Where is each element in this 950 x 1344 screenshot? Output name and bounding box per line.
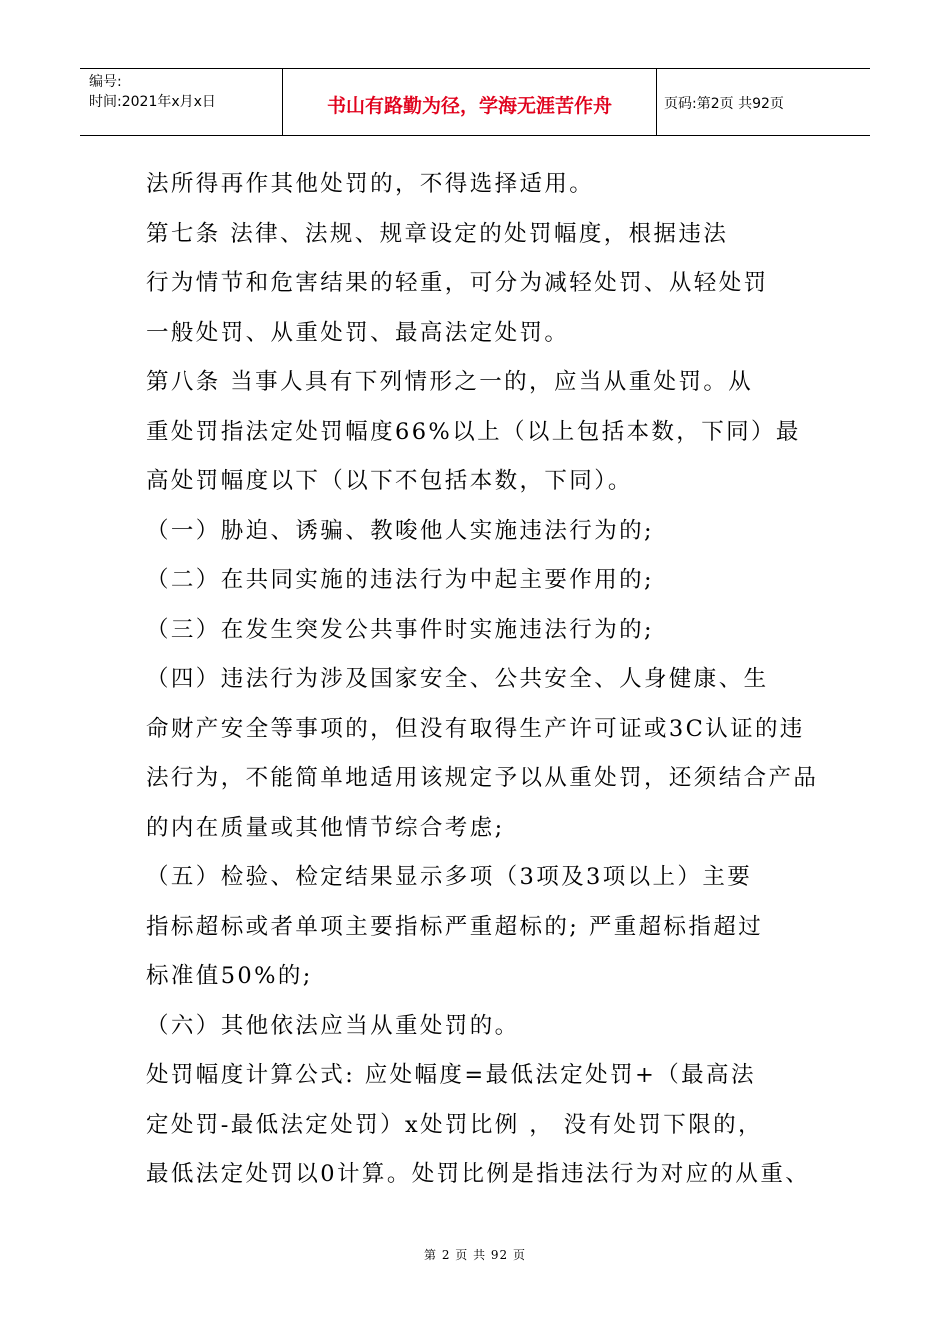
header-page-info: 页码:第2页 共92页 — [664, 96, 784, 112]
body-line: 法行为，不能简单地适用该规定予以从重处罚，还须结合产品 — [146, 765, 819, 791]
list-item: （六）其他依法应当从重处罚的。 — [146, 1012, 520, 1039]
list-item: （三）在发生突发公共事件时实施违法行为的; — [146, 616, 654, 643]
body-line: 第七条 法律、法规、规章设定的处罚幅度，根据违法 — [146, 220, 729, 247]
body-line: 处罚幅度计算公式: 应处幅度=最低法定处罚+（最高法 — [146, 1062, 756, 1088]
body-line: 的内在质量或其他情节综合考虑; — [146, 814, 505, 841]
header-meta — [80, 69, 283, 135]
body-line: 行为情节和危害结果的轻重，可分为减轻处罚、从轻处罚 — [146, 270, 769, 296]
body-line: 第八条 当事人具有下列情形之一的，应当从重处罚。从 — [146, 369, 754, 395]
body-line: 重处罚指法定处罚幅度66%以上（以上包括本数，下同）最 — [146, 418, 801, 445]
document-date: 时间:2021年x月x日 — [89, 94, 216, 110]
list-item: （二）在共同实施的违法行为中起主要作用的; — [146, 567, 654, 593]
body-line: 法所得再作其他处罚的，不得选择适用。 — [146, 171, 595, 197]
body-line: 最低法定处罚以0计算。处罚比例是指违法行为对应的从重、 — [146, 1161, 811, 1187]
body-line: 高处罚幅度以下（以下不包括本数，下同）。 — [146, 468, 633, 494]
list-item: （一）胁迫、诱骗、教唆他人实施违法行为的; — [146, 517, 654, 544]
page-footer: 第 2 页 共 92 页 — [424, 1248, 526, 1262]
header-motto: 书山有路勤为径，学海无涯苦作舟 — [283, 69, 657, 135]
body-line: 标准值50%的; — [146, 963, 313, 989]
document-number-label: 编号: — [89, 74, 122, 90]
document-body — [146, 160, 826, 1200]
page-header — [80, 68, 870, 136]
list-item: （四）违法行为涉及国家安全、公共安全、人身健康、生 — [146, 666, 769, 692]
list-item: （五）检验、检定结果显示多项（3项及3项以上）主要 — [146, 864, 753, 890]
body-line: 指标超标或者单项主要指标严重超标的; 严重超标指超过 — [146, 913, 764, 940]
body-line: 命财产安全等事项的，但没有取得生产许可证或3C认证的违 — [146, 715, 805, 742]
body-line: 一般处罚、从重处罚、最高法定处罚。 — [146, 319, 570, 346]
body-line: 定处罚-最低法定处罚）x处罚比例 ， 没有处罚下限的， — [146, 1111, 763, 1138]
